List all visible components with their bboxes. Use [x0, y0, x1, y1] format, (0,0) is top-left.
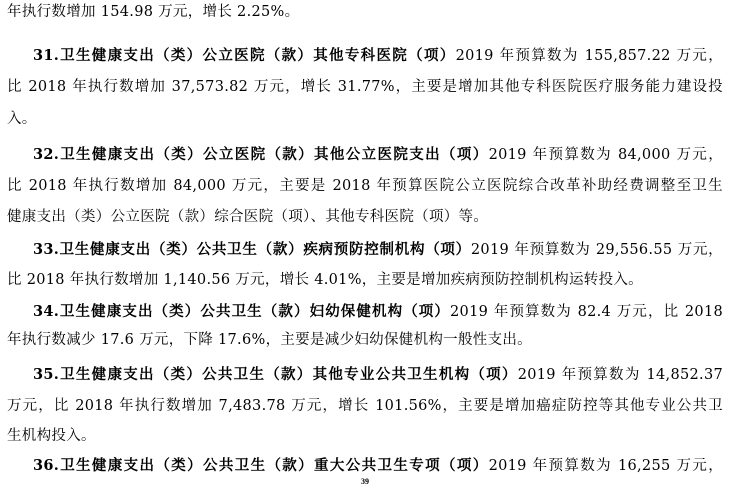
item-36-title: 36.卫生健康支出（类）公共卫生（款）重大公共卫生专项（项） — [33, 457, 489, 474]
text-run: 2019 年预算数为 155,857.22 万元， — [455, 48, 724, 64]
item-35-title: 35.卫生健康支出（类）公共卫生（款）其他专业公共卫生机构（项） — [33, 366, 518, 383]
text-run: 比 2018 年执行数增加 84,000 万元，主要是 2018 年预算医院公立医院综合改革补助经费调整至卫生 — [7, 178, 723, 194]
item-33-body-line-end — [7, 270, 723, 290]
item-34-heading-line — [33, 302, 723, 322]
text-run: 2019 年预算数为 14,852.37 — [517, 367, 723, 383]
text-run: 年执行数增加 154.98 万元，增长 2.25%。 — [7, 4, 300, 20]
text-run: 2019 年预算数为 84,000 万元， — [488, 147, 723, 163]
item-32-body-line — [7, 176, 723, 196]
text-run: 万元，比 2018 年执行数增加 7,483.78 万元，增长 101.56%，主要是增加癌症防控等其他专业公共卫 — [7, 398, 723, 414]
item-31-body-line — [7, 77, 723, 97]
text-run: 健康支出（类）公立医院（款）综合医院（项）、其他专科医院（项）等。 — [7, 209, 489, 225]
item-33-title: 33.卫生健康支出（类）公共卫生（款）疾病预防控制机构（项） — [33, 241, 471, 258]
item-32-heading-line — [33, 145, 723, 165]
text-run: 2019 年预算数为 16,255 万元， — [488, 458, 723, 474]
item-35-heading-line — [33, 365, 723, 385]
item-31-body-line-end — [7, 109, 723, 129]
item-31-heading-line — [33, 46, 723, 66]
item-35-body-line — [7, 396, 723, 416]
text-run: 2019 年预算数为 29,556.55 万元， — [470, 242, 723, 258]
item-34-body-line-end — [7, 330, 723, 350]
item-31-title: 31.卫生健康支出（类）公立医院（款）其他专科医院（项） — [33, 47, 456, 64]
text-run: 生机构投入。 — [7, 428, 96, 444]
item-32-title: 32.卫生健康支出（类）公立医院（款）其他公立医院支出（项） — [33, 146, 489, 163]
text-line-continuation — [7, 2, 723, 22]
text-run: 2019 年预算数为 82.4 万元，比 2018 — [450, 304, 724, 320]
item-33-heading-line — [33, 240, 723, 260]
page-number: 39 — [361, 477, 369, 486]
item-35-body-line-end — [7, 426, 723, 446]
text-run: 入。 — [7, 111, 37, 127]
text-run: 年执行数减少 17.6 万元，下降 17.6%，主要是减少妇幼保健机构一般性支出。 — [7, 332, 532, 348]
text-run: 比 2018 年执行数增加 1,140.56 万元，增长 4.01%，主要是增加疾病预防控制机构运转投入。 — [7, 272, 643, 288]
text-run: 比 2018 年执行数增加 37,573.82 万元，增长 31.77%，主要是增加其他专科医院医疗服务能力建设投 — [7, 79, 723, 95]
item-34-title: 34.卫生健康支出（类）公共卫生（款）妇幼保健机构（项） — [33, 303, 451, 320]
item-36-heading-line — [33, 456, 723, 476]
item-32-body-line-end — [7, 207, 723, 227]
